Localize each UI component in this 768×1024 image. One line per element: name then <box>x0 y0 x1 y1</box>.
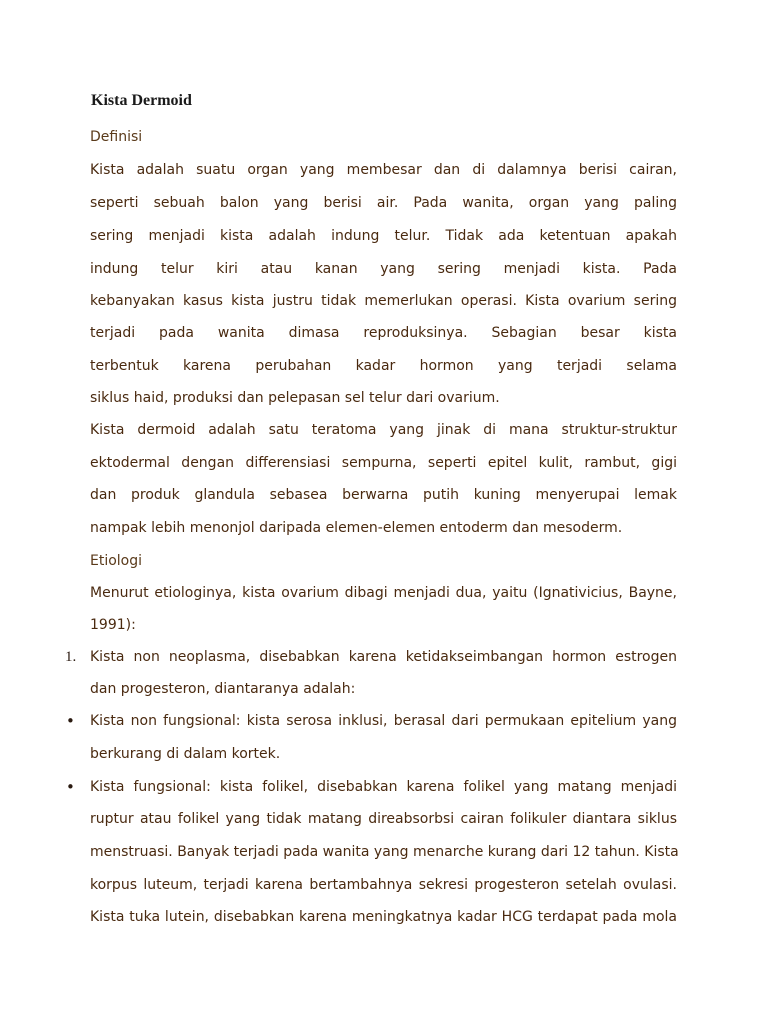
document-title: Kista Dermoid <box>91 92 192 109</box>
paragraph-line: terbentuk karena perubahan kadar hormon yang terjadi selama <box>90 358 677 374</box>
list-item-line: Kista tuka lutein, disebabkan karena meningkatnya kadar HCG terdapat pada mola <box>90 909 677 925</box>
list-item-line: dan progesteron, diantaranya adalah: <box>90 681 356 697</box>
paragraph-line: ektodermal dengan differensiasi sempurna, seperti epitel kulit, rambut, gigi <box>90 455 677 471</box>
heading-etiologi: Etiologi <box>90 553 143 569</box>
list-item-line: ruptur atau folikel yang tidak matang direabsorbsi cairan folikuler diantara siklus <box>90 811 677 827</box>
paragraph-line: indung telur kiri atau kanan yang sering menjadi kista. Pada <box>90 261 677 277</box>
paragraph-line: Kista adalah suatu organ yang membesar dan di dalamnya berisi cairan, <box>90 162 677 178</box>
paragraph-line: nampak lebih menonjol daripada elemen-elemen entoderm dan mesoderm. <box>90 520 623 536</box>
list-item-line: Kista fungsional: kista folikel, disebabkan karena folikel yang matang menjadi <box>90 779 677 795</box>
paragraph-line: dan produk glandula sebasea berwarna putih kuning menyerupai lemak <box>90 487 677 503</box>
heading-definisi: Definisi <box>90 129 143 145</box>
paragraph-line: 1991): <box>90 617 136 633</box>
list-item-line: korpus luteum, terjadi karena bertambahnya sekresi progesteron setelah ovulasi. <box>90 877 677 893</box>
bullet-icon: • <box>66 712 75 730</box>
paragraph-line: siklus haid, produksi dan pelepasan sel telur dari ovarium. <box>90 390 500 406</box>
list-item-line: Kista non fungsional: kista serosa inklusi, berasal dari permukaan epitelium yang <box>90 713 677 729</box>
paragraph-line: terjadi pada wanita dimasa reproduksinya. Sebagian besar kista <box>90 325 677 341</box>
paragraph-line: Menurut etiologinya, kista ovarium dibagi menjadi dua, yaitu (Ignativicius, Bayne, <box>90 585 677 601</box>
paragraph-line: sering menjadi kista adalah indung telur. Tidak ada ketentuan apakah <box>90 228 677 244</box>
list-number: 1. <box>65 649 77 665</box>
list-item-line: berkurang di dalam kortek. <box>90 746 281 762</box>
paragraph-line: kebanyakan kasus kista justru tidak memerlukan operasi. Kista ovarium sering <box>90 293 677 309</box>
bullet-icon: • <box>66 778 75 796</box>
paragraph-line: Kista dermoid adalah satu teratoma yang jinak di mana struktur-struktur <box>90 422 677 438</box>
list-item-line: Kista non neoplasma, disebabkan karena ketidakseimbangan hormon estrogen <box>90 649 677 665</box>
paragraph-line: seperti sebuah balon yang berisi air. Pada wanita, organ yang paling <box>90 195 677 211</box>
list-item-line: menstruasi. Banyak terjadi pada wanita yang menarche kurang dari 12 tahun. Kista <box>90 844 679 860</box>
